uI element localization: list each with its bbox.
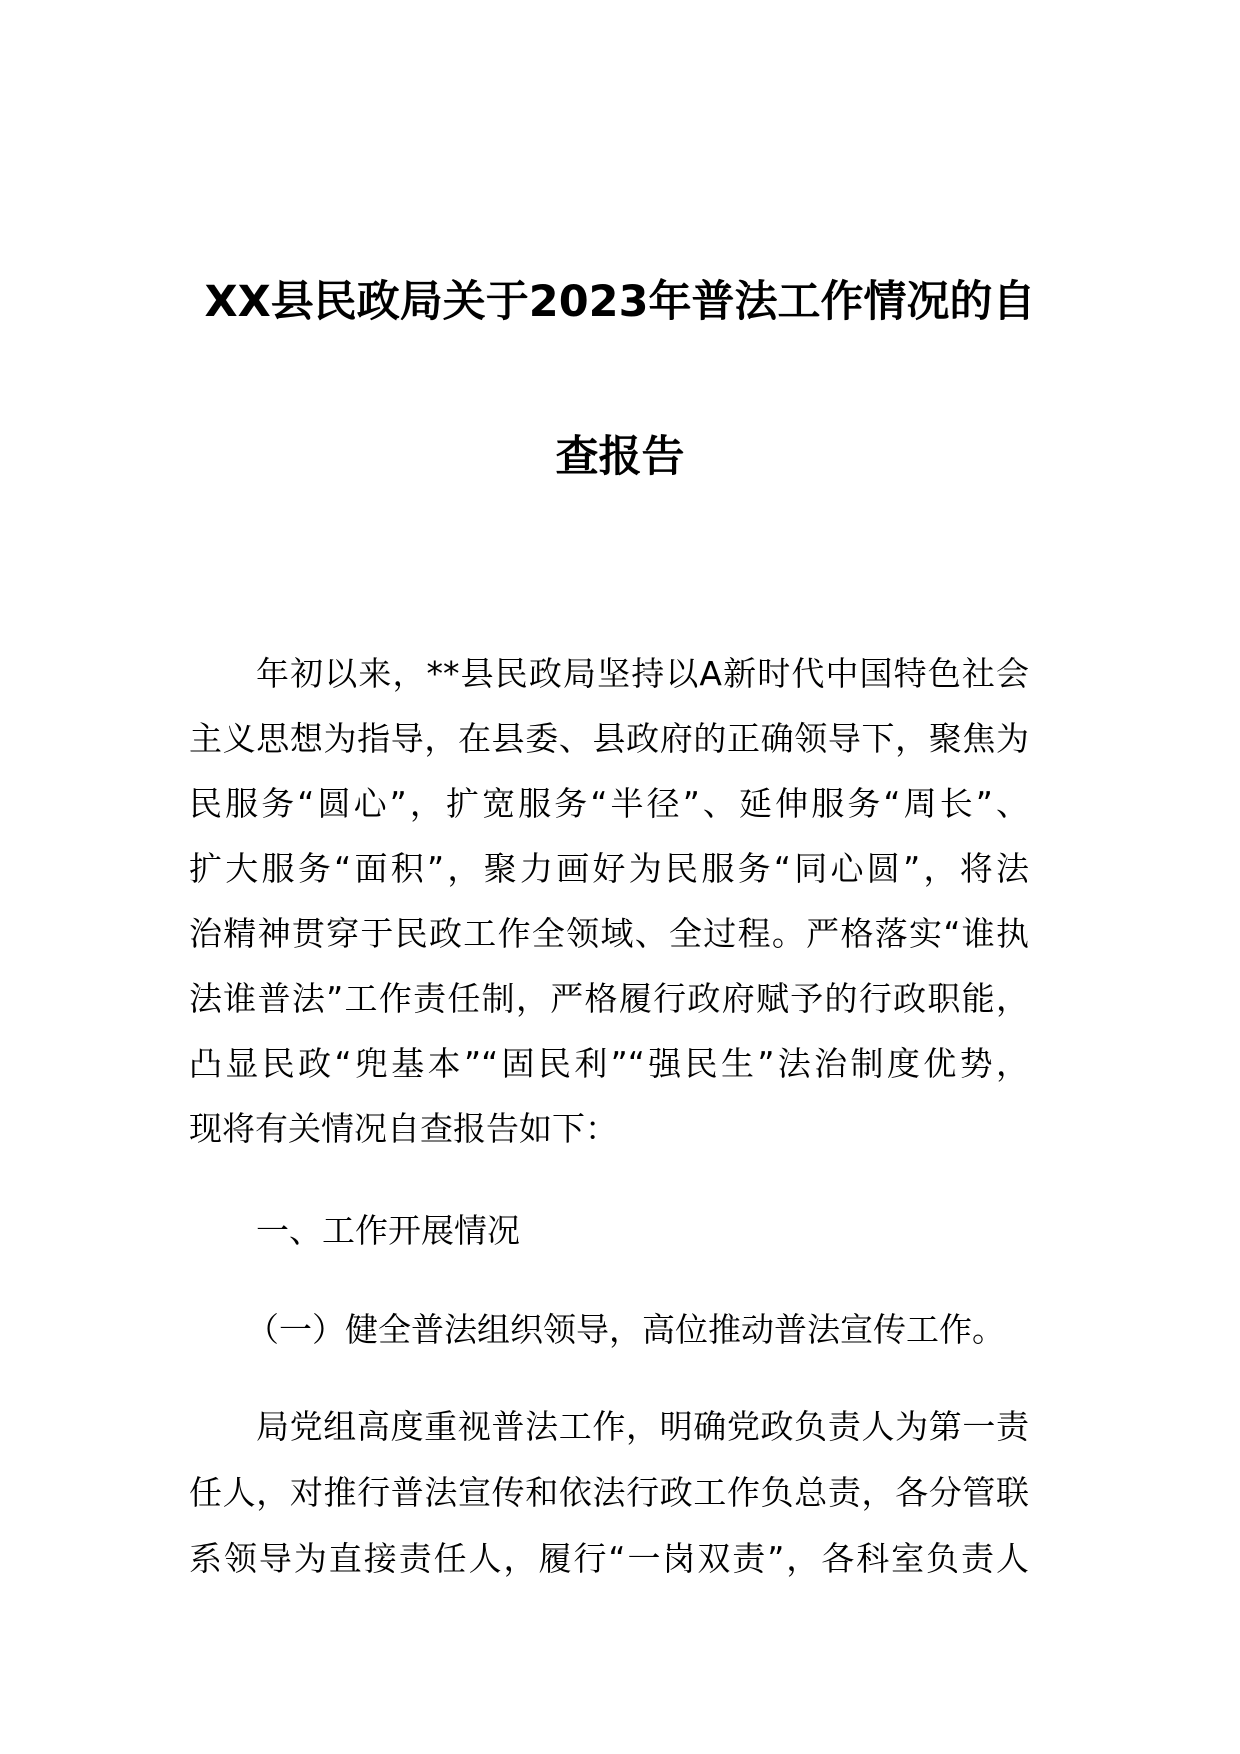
intro-line: 法谁普法”工作责任制，严格履行政府赋予的行政职能， [189,979,1029,1018]
section-heading: 一、工作开展情况 [256,1211,520,1250]
body-line: 系领导为直接责任人，履行“一岗双责”，各科室负责人 [189,1539,1029,1578]
subsection-heading: （一）健全普法组织领导，高位推动普法宣传工作。 [246,1310,1005,1349]
intro-line: 治精神贯穿于民政工作全领域、全过程。严格落实“谁执 [189,914,1029,953]
intro-line: 扩大服务“面积”，聚力画好为民服务“同心圆”，将法 [189,849,1029,888]
intro-line: 民服务“圆心”，扩宽服务“半径”、延伸服务“周长”、 [189,784,1029,823]
body-line: 局党组高度重视普法工作，明确党政负责人为第一责 [256,1407,1029,1446]
intro-line: 主义思想为指导，在县委、县政府的正确领导下，聚焦为 [189,719,1029,758]
intro-line: 凸显民政“兜基本”“固民利”“强民生”法治制度优势， [189,1044,1029,1083]
title-line-2: 查报告 [555,432,685,482]
body-line: 任人，对推行普法宣传和依法行政工作负总责，各分管联 [189,1473,1029,1512]
intro-line: 现将有关情况自查报告如下： [189,1109,618,1148]
intro-line: 年初以来，**县民政局坚持以A新时代中国特色社会 [256,654,1029,693]
title-line-1: XX县民政局关于2023年普法工作情况的自 [204,277,1036,327]
